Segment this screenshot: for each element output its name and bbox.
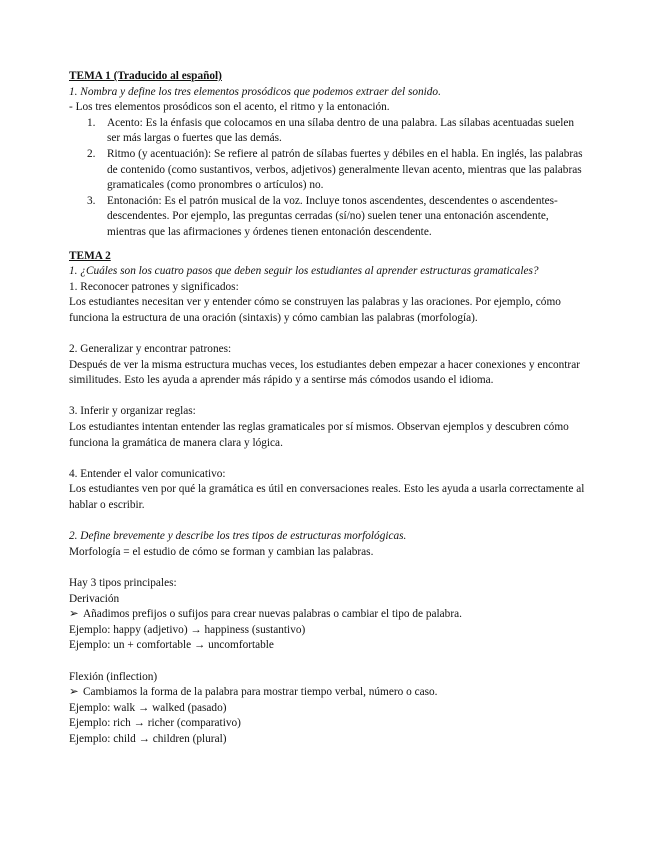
arrow-bullet-icon: ➢ bbox=[69, 608, 79, 621]
example-line: Ejemplo: happy (adjetivo) → happiness (sustantivo) bbox=[69, 623, 306, 636]
spacer bbox=[69, 389, 589, 405]
morphology-definition: Morfología = el estudio de cómo se forman y cambian las palabras. bbox=[69, 545, 374, 558]
spacer bbox=[69, 514, 589, 530]
tema1-intro: - Los tres elementos prosódicos son el acento, el ritmo y la entonación. bbox=[69, 101, 390, 114]
list-item-text: Entonación: Es el patrón musical de la voz. Incluye tonos ascendentes, descendentes o ascendentes-descendentes. Por ejemplo, las preguntas cerradas (sí/no) suelen tener una entonación ascendente, mientras que las afirmaciones y órdenes tienen entonación descendente. bbox=[107, 194, 558, 238]
list-item-text: Acento: Es la énfasis que colocamos en una sílaba dentro de una palabra. Las sílabas acentuadas suelen ser más largas o fuertes que las demás. bbox=[107, 116, 575, 145]
list-item bbox=[69, 116, 589, 147]
spacer bbox=[69, 451, 589, 467]
derivation-title: Derivación bbox=[69, 592, 120, 605]
document-body bbox=[69, 69, 589, 748]
tema1-heading: TEMA 1 (Traducido al español) bbox=[69, 70, 222, 82]
step-body: Después de ver la misma estructura muchas veces, los estudiantes deben empezar a hacer conexiones y encontrar similitudes. Esto les ayuda a aprender más rápido y a sentirse más cómodos usando el idioma. bbox=[69, 358, 580, 387]
list-item bbox=[69, 194, 589, 241]
tema2-question-2: 2. Define brevemente y describe los tres tipos de estructuras morfológicas. bbox=[69, 530, 407, 543]
inflection-description bbox=[69, 685, 589, 701]
list-item-number: 2. bbox=[87, 147, 96, 160]
spacer bbox=[69, 560, 589, 576]
inflection-title: Flexión (inflection) bbox=[69, 670, 158, 683]
list-item-number: 1. bbox=[87, 116, 96, 129]
list-item bbox=[69, 147, 589, 194]
tema1-question: 1. Nombra y define los tres elementos prosódicos que podemos extraer del sonido. bbox=[69, 85, 441, 98]
step-title: 4. Entender el valor comunicativo: bbox=[69, 467, 226, 480]
list-item-number: 3. bbox=[87, 194, 96, 207]
derivation-description bbox=[69, 607, 589, 623]
types-intro: Hay 3 tipos principales: bbox=[69, 577, 177, 589]
example-line: Ejemplo: rich → richer (comparativo) bbox=[69, 717, 241, 730]
inflection-description-text: Cambiamos la forma de la palabra para mostrar tiempo verbal, número o caso. bbox=[83, 686, 438, 699]
step-body: Los estudiantes intentan entender las reglas gramaticales por sí mismos. Observan ejemplos y descubren cómo funciona la gramática de manera clara y lógica. bbox=[69, 421, 569, 449]
example-line: Ejemplo: child → children (plural) bbox=[69, 732, 227, 745]
example-line: Ejemplo: walk → walked (pasado) bbox=[69, 701, 227, 714]
arrow-bullet-icon: ➢ bbox=[69, 686, 79, 699]
spacer bbox=[69, 327, 589, 343]
tema2-question-1: 1. ¿Cuáles son los cuatro pasos que deben seguir los estudiantes al aprender estructuras gramaticales? bbox=[69, 265, 539, 278]
step-body: Los estudiantes ven por qué la gramática es útil en conversaciones reales. Esto les ayuda a usarla correctamente al hablar o escribir. bbox=[69, 483, 585, 512]
step-body: Los estudiantes necesitan ver y entender cómo se construyen las palabras y las oraciones. Por ejemplo, cómo funciona la estructura de una oración (sintaxis) y cómo cambian las palabras (morfología). bbox=[69, 296, 561, 324]
step-title: 2. Generalizar y encontrar patrones: bbox=[69, 343, 232, 356]
derivation-description-text: Añadimos prefijos o sufijos para crear nuevas palabras o cambiar el tipo de palabra. bbox=[83, 608, 462, 621]
step-title: 3. Inferir y organizar reglas: bbox=[69, 405, 196, 418]
spacer bbox=[69, 654, 589, 670]
prosodic-elements-list bbox=[69, 116, 589, 241]
spacer bbox=[69, 241, 589, 249]
example-line: Ejemplo: un + comfortable → uncomfortable bbox=[69, 639, 274, 652]
step-title: 1. Reconocer patrones y significados: bbox=[69, 280, 239, 293]
list-item-text: Ritmo (y acentuación): Se refiere al patrón de sílabas fuertes y débiles en el habla. En inglés, las palabras de contenido (como sustantivos, verbos, adjetivos) generalmente llevan acento, mientras que las palabras gramaticales (como pronombres o artículos) no. bbox=[107, 147, 583, 192]
tema2-heading: TEMA 2 bbox=[69, 249, 111, 262]
